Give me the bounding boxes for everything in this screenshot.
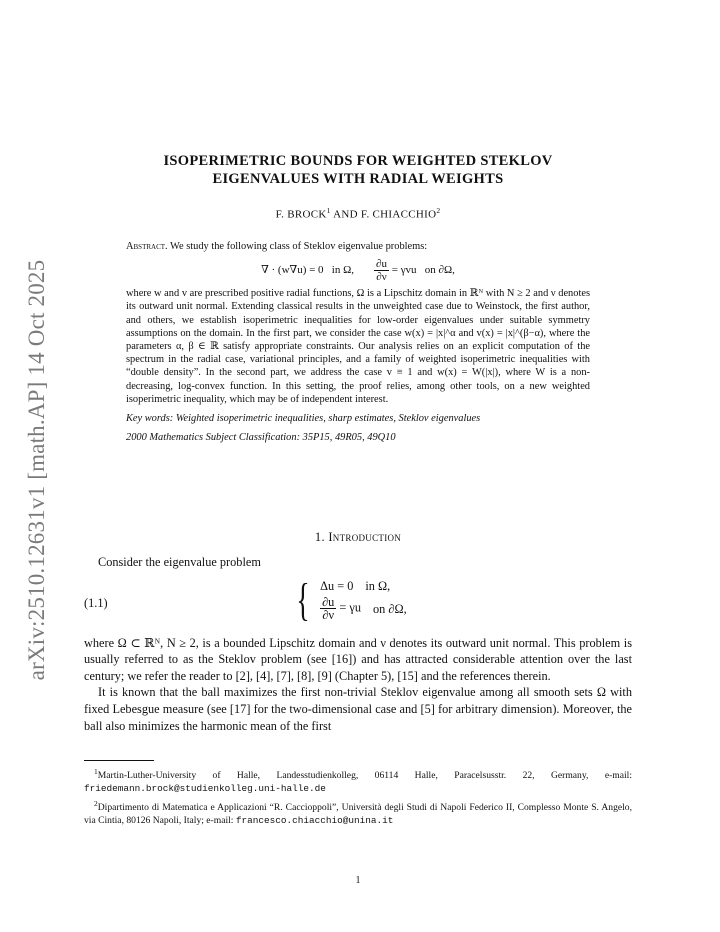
- abstract-body: where w and v are prescribed positive radial functions, Ω is a Lipschitz domain in ℝᴺ with N ≥ 2 and ν denotes its outward unit normal. Extending classical results in the unweighted case due to Weinstock, the first author, and others, we establish isoperimetric inequalities for low-order eigenvalues under suitable symmetry assumptions on the domain. In the first part, we consider the case w(x) = |x|^α and v(x) = |x|^(β−α), where the parameters α, β ∈ ℝ satisfy appropriate constraints. Our analysis relies on an explicit computation of the spectrum in the radial case, variational principles, and a family of weighted isoperimetric inequalities with “double density”. In the second part, we address the case v ≡ 1 and w(x) = W(|x|), where W is a non-decreasing, log-convex function. In this setting, the proof relies, among other tools, on a new weighted isoperimetric inequality, which may be of independent interest.: [126, 288, 590, 405]
- title-line-1: ISOPERIMETRIC BOUNDS FOR WEIGHTED STEKLOV: [163, 153, 553, 169]
- equation-line-2-rhs: = γu: [339, 600, 361, 615]
- body-paragraph-1: where Ω ⊂ ℝᴺ, N ≥ 2, is a bounded Lipschitz domain and ν denotes its outward unit normal. This problem is usually referred to as the Steklov problem (see [16]) and has attracted considerable attention over the last century; we refer the reader to [2], [4], [7], [8], [9] (Chapter 5), [15] and the references therein.: [84, 635, 632, 683]
- fraction-denominator: ∂ν: [322, 608, 335, 623]
- section-heading: [84, 530, 632, 545]
- footnote-2-email[interactable]: francesco.chiacchio@unina.it: [235, 815, 394, 827]
- abstract-equation-left: ∇ · (w∇u) = 0 in Ω,: [261, 264, 355, 277]
- footnote-1-text: Martin-Luther-University of Halle, Landesstudienkolleg, 06114 Halle, Paracelsusstr. 22, Germany, e-mail:: [97, 770, 632, 782]
- left-brace: {: [296, 573, 310, 625]
- page-number: 1: [355, 875, 361, 886]
- equation-1-1: [84, 573, 632, 631]
- body-paragraph-intro: Consider the eigenvalue problem: [98, 555, 261, 569]
- abstract-equation: [126, 258, 590, 283]
- abstract-equation-right: = γvu on ∂Ω,: [391, 264, 455, 277]
- footnote-2-mark: 2: [94, 799, 98, 809]
- author-1-affiliation-mark: 1: [326, 206, 331, 215]
- abstract: [126, 240, 590, 444]
- equation-line-2: [320, 596, 407, 621]
- paper-title: [84, 152, 632, 188]
- section-number: 1.: [314, 530, 325, 544]
- section-title: Introduction: [328, 530, 402, 544]
- author-line: [84, 206, 632, 221]
- keywords: Key words: Weighted isoperimetric inequalities, sharp estimates, Steklov eigenvalues: [126, 413, 481, 425]
- author-conjunction: AND: [330, 208, 361, 221]
- author-1: F. BROCK: [275, 208, 327, 221]
- body-paragraph-2: It is known that the ball maximizes the first non-trivial Steklov eigenvalue among all smooth sets Ω with fixed Lebesgue measure (see [17] for the two-dimensional case and [5] for arbitrary dimension). Moreover, the ball also minimizes the harmonic mean of the first: [84, 685, 632, 733]
- abstract-equation-fraction: [374, 258, 389, 283]
- equation-line-1: [320, 578, 407, 595]
- equation-system: [292, 573, 407, 625]
- author-2-affiliation-mark: 2: [436, 206, 441, 215]
- arxiv-identifier-text: arXiv:2510.12631v1 [math.AP] 14 Oct 2025: [24, 259, 49, 681]
- equation-line-1-domain: in Ω,: [365, 578, 391, 593]
- footnote-rule: [84, 760, 154, 761]
- footnote-2-text: Dipartimento di Matematica e Applicazioni “R. Caccioppoli”, Università degli Studi di Napoli Federico II, Complesso Monte S. Angelo, via Cintia, 80126 Napoli, Italy; e-mail:: [84, 802, 632, 827]
- equation-line-2-domain: on ∂Ω,: [373, 601, 407, 616]
- equation-line-1-lhs: Δu = 0: [320, 578, 354, 593]
- footnotes: [84, 765, 632, 829]
- subject-classification: 2000 Mathematics Subject Classification: 35P15, 49R05, 49Q10: [126, 432, 396, 444]
- abstract-label: Abstract.: [126, 241, 168, 252]
- footnote-1-mark: 1: [94, 767, 98, 776]
- equation-number: (1.1): [84, 595, 108, 610]
- footnote-1-email[interactable]: friedemann.brock@studienkolleg.uni-halle.de: [84, 783, 326, 795]
- fraction-numerator: ∂u: [322, 595, 335, 610]
- footnote-2: [84, 797, 632, 827]
- fraction-numerator: ∂u: [376, 258, 387, 271]
- equation-line-2-fraction: [320, 596, 336, 621]
- title-line-2: EIGENVALUES WITH RADIAL WEIGHTS: [212, 171, 504, 187]
- arxiv-identifier-stamp: [20, 250, 54, 690]
- footnote-1: [84, 765, 632, 795]
- fraction-denominator: ∂ν: [376, 271, 387, 284]
- body-text: [84, 554, 632, 734]
- abstract-intro: We study the following class of Steklov eigenvalue problems:: [167, 241, 428, 252]
- author-2: F. CHIACCHIO: [360, 208, 437, 221]
